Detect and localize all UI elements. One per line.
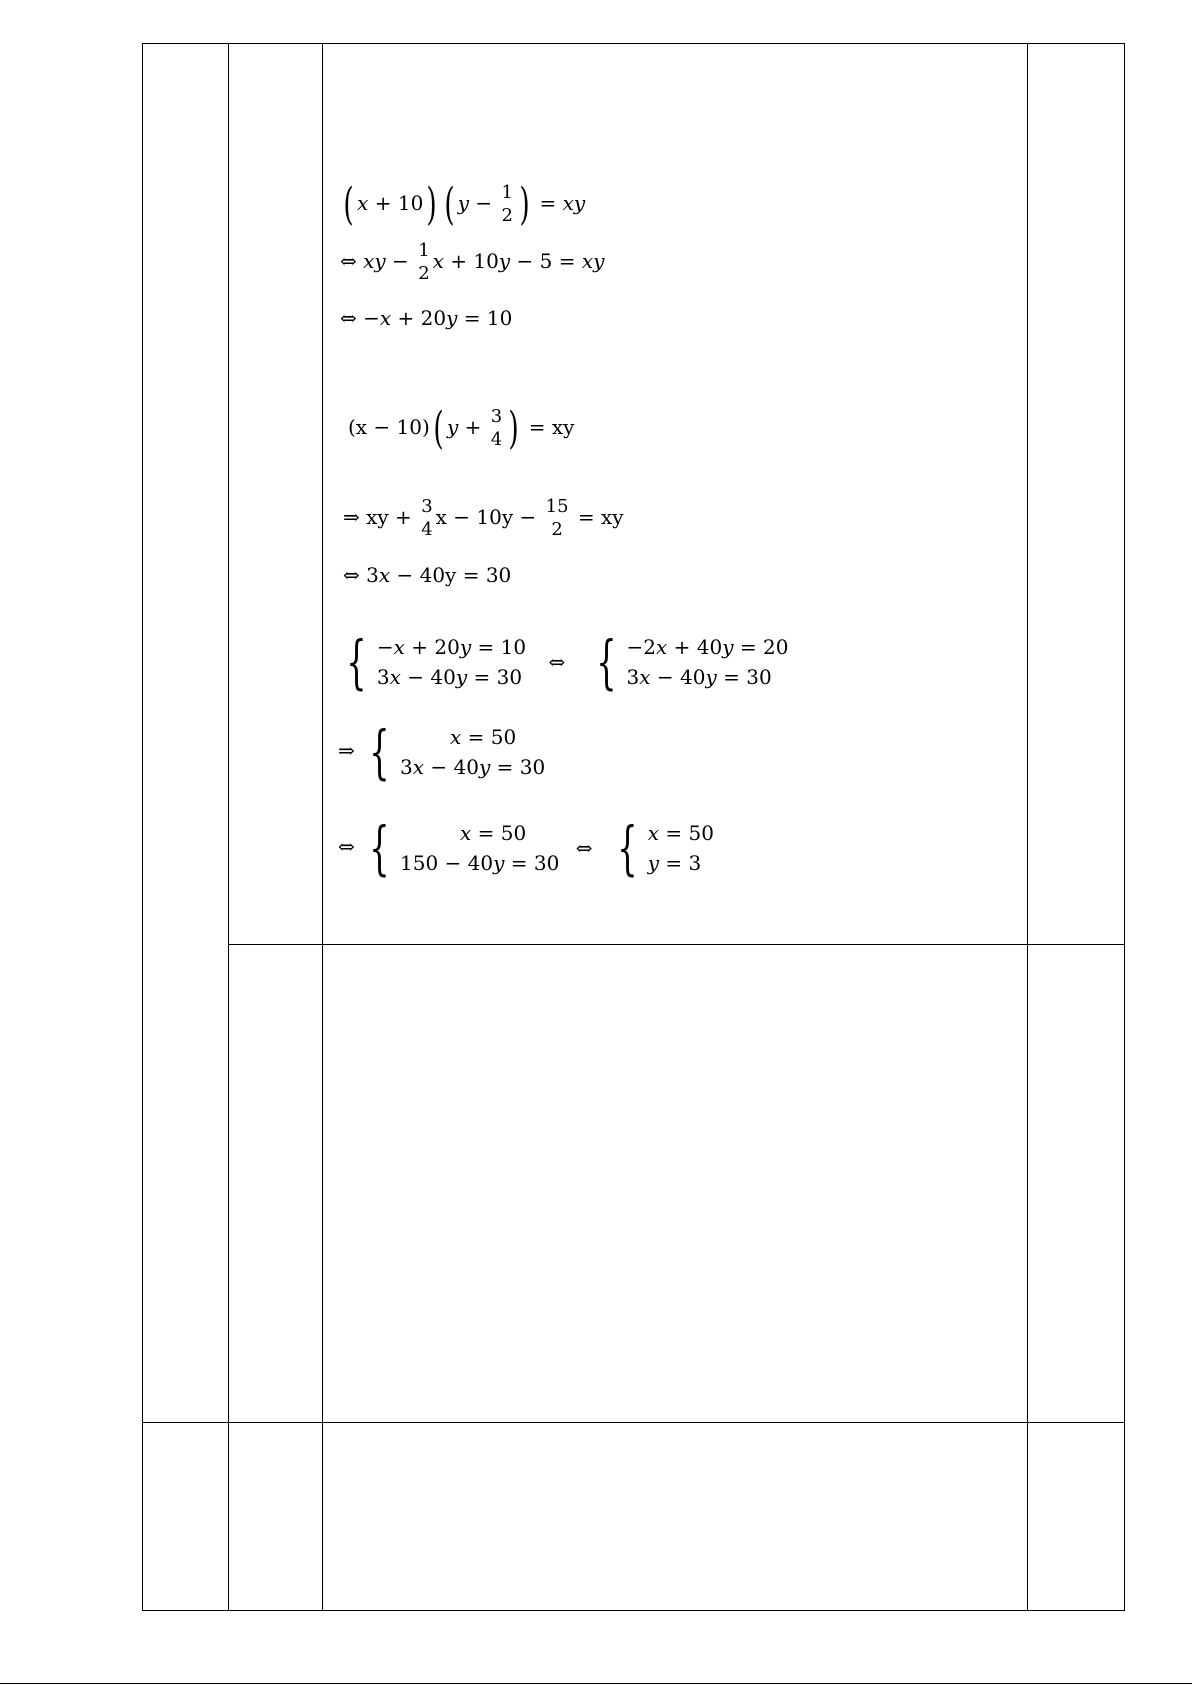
equation-2-line-2: ⇒ xy + 3 4 x − 10y − 15 2 = xy	[343, 496, 624, 540]
table-bottom-border	[142, 1610, 1125, 1611]
col-border-5	[1124, 43, 1125, 1611]
col-border-4	[1027, 43, 1028, 1611]
section-divider	[142, 1422, 1125, 1423]
col-border-1	[142, 43, 143, 1611]
table-top-border	[142, 43, 1125, 44]
equation-2-line-1: (x − 10)( y + 3 4 ) = xy	[348, 402, 575, 454]
col-border-2	[228, 43, 229, 1611]
equation-1-line-2: ⇔ xy − 1 2 x + 10y − 5 = xy	[340, 240, 605, 284]
row-divider	[228, 944, 1125, 945]
equation-1-line-3: ⇔ −x + 20y = 10	[340, 306, 513, 330]
system-3: ⇒ { x = 50 3x − 40y = 30	[338, 718, 546, 786]
col-border-3	[322, 43, 323, 1611]
equation-2-line-3: ⇔ 3x − 40y = 30	[343, 563, 512, 587]
equation-1-line-1: ( x + 10) ( y − 1 2 ) = xy	[343, 178, 586, 230]
system-1-and-2: { −x + 20y = 10 3x − 40y = 30 ⇔ { −2x + 40y = 20 3x − 40y = 30	[346, 628, 789, 696]
page-bottom-rule	[0, 1683, 1192, 1684]
system-4-and-solution: ⇔ { x = 50 150 − 40y = 30 ⇔ { x = 50 y = 3	[338, 814, 714, 882]
